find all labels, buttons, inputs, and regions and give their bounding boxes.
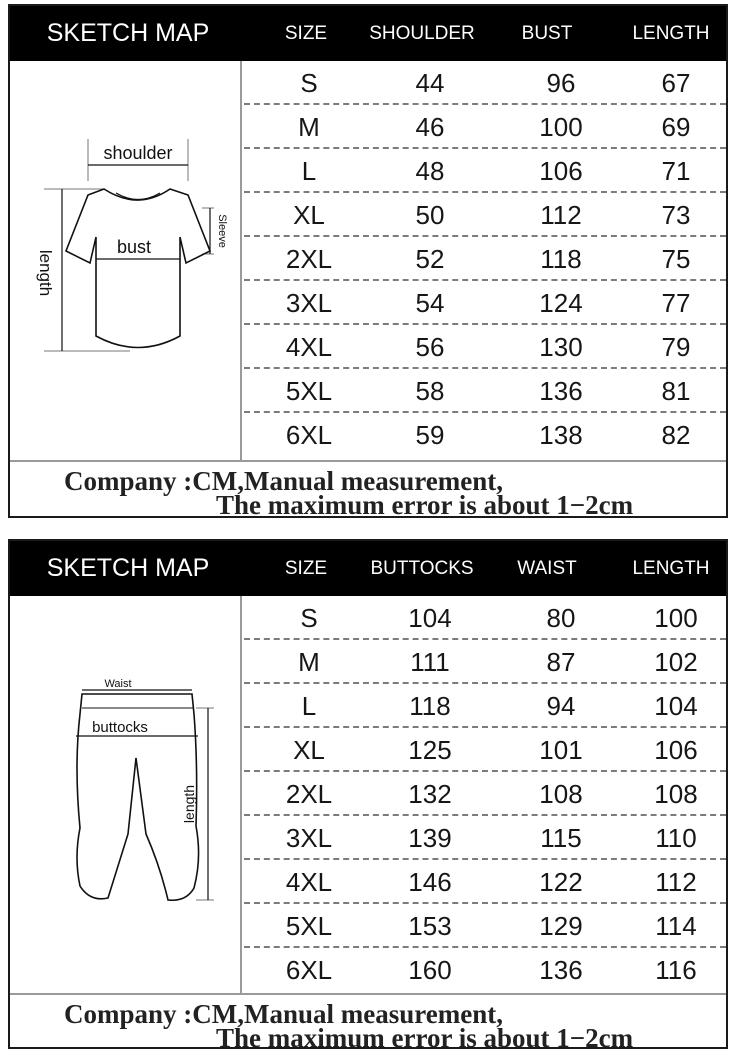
- size-cell: 5XL: [285, 376, 333, 406]
- buttocks-cell: 139: [408, 823, 452, 853]
- table-row: [244, 728, 726, 772]
- table-row: [244, 193, 726, 237]
- size-cell: 4XL: [285, 867, 333, 897]
- buttocks-cell: 125: [408, 735, 452, 765]
- column-header-size: SIZE: [284, 558, 328, 579]
- table-header: [10, 541, 726, 596]
- bust-cell: 112: [540, 200, 582, 230]
- shoulder-cell: 46: [415, 112, 445, 142]
- size-cell: 6XL: [285, 420, 333, 450]
- column-header-length: LENGTH: [632, 23, 710, 44]
- size-cell: 6XL: [285, 955, 333, 985]
- length-label: length: [36, 249, 55, 297]
- length-cell: 75: [661, 244, 691, 274]
- table-row: [244, 860, 726, 904]
- bust-cell: 130: [539, 332, 583, 362]
- bust-cell: 118: [540, 244, 582, 274]
- shoulder-cell: 54: [415, 288, 445, 318]
- size-rows: [244, 61, 726, 457]
- bust-cell: 100: [539, 112, 583, 142]
- pants-diagram-icon: [10, 596, 240, 993]
- table-row: [244, 281, 726, 325]
- buttocks-cell: 104: [408, 603, 452, 633]
- length-cell: 110: [655, 823, 697, 853]
- table-row: [244, 105, 726, 149]
- table-row: [244, 904, 726, 948]
- table-header: [10, 6, 726, 61]
- pants-sketch: [10, 596, 242, 993]
- table-row: [244, 640, 726, 684]
- length-cell: 106: [654, 735, 698, 765]
- table-row: [244, 596, 726, 640]
- sleeve-label: Sleeve: [216, 214, 228, 248]
- measurement-note: [10, 460, 726, 518]
- length-cell: 77: [661, 288, 691, 318]
- shoulder-label: shoulder: [103, 143, 173, 163]
- size-cell: S: [300, 603, 318, 633]
- column-header-bust: BUST: [521, 23, 573, 44]
- sketch-map-heading: SKETCH MAP: [46, 19, 210, 47]
- bust-cell: 138: [539, 420, 583, 450]
- length-cell: 81: [661, 376, 691, 406]
- buttocks-cell: 146: [408, 867, 452, 897]
- buttocks-cell: 111: [410, 647, 450, 677]
- size-cell: 4XL: [285, 332, 333, 362]
- length-cell: 116: [655, 955, 697, 985]
- buttocks-cell: 132: [408, 779, 452, 809]
- size-cell: XL: [293, 735, 325, 765]
- size-cell: L: [301, 691, 317, 721]
- size-cell: M: [298, 112, 320, 142]
- waist-label: Waist: [104, 678, 132, 690]
- shoulder-cell: 58: [415, 376, 445, 406]
- size-rows: [244, 596, 726, 992]
- shoulder-cell: 59: [415, 420, 445, 450]
- table-row: [244, 369, 726, 413]
- bust-cell: 124: [539, 288, 583, 318]
- length-cell: 100: [654, 603, 698, 633]
- length-cell: 71: [661, 156, 691, 186]
- tshirt-size-chart: [8, 4, 728, 518]
- length-cell: 73: [661, 200, 691, 230]
- length-cell: 112: [655, 867, 697, 897]
- length-label: length: [181, 784, 197, 824]
- length-cell: 79: [661, 332, 691, 362]
- table-row: [244, 772, 726, 816]
- bust-cell: 106: [539, 156, 583, 186]
- table-row: [244, 816, 726, 860]
- sketch-map-heading: SKETCH MAP: [46, 554, 210, 582]
- column-header-length: LENGTH: [632, 558, 710, 579]
- column-header-waist: WAIST: [517, 558, 577, 579]
- length-cell: 67: [661, 68, 691, 98]
- shoulder-cell: 44: [415, 68, 445, 98]
- buttocks-cell: 153: [408, 911, 452, 941]
- waist-cell: 94: [546, 691, 576, 721]
- note-line-2: The maximum error is about 1−2cm: [216, 1023, 634, 1053]
- table-row: [244, 325, 726, 369]
- tshirt-sketch: [10, 61, 242, 460]
- table-row: [244, 948, 726, 992]
- shoulder-cell: 48: [415, 156, 445, 186]
- note-line-1: Company :CM,Manual measurement,: [64, 999, 503, 1029]
- length-cell: 104: [654, 691, 698, 721]
- table-row: [244, 684, 726, 728]
- size-cell: 2XL: [285, 244, 333, 274]
- length-cell: 82: [661, 420, 691, 450]
- shoulder-cell: 56: [415, 332, 445, 362]
- table-row: [244, 61, 726, 105]
- size-cell: L: [301, 156, 317, 186]
- pants-size-chart: [8, 539, 728, 1053]
- buttocks-cell: 160: [408, 955, 452, 985]
- size-cell: S: [300, 68, 318, 98]
- length-cell: 69: [661, 112, 691, 142]
- buttocks-label: buttocks: [92, 719, 148, 736]
- waist-cell: 122: [539, 867, 583, 897]
- measurement-note: [10, 993, 726, 1051]
- shoulder-cell: 52: [415, 244, 445, 274]
- length-cell: 102: [654, 647, 698, 677]
- waist-cell: 129: [539, 911, 583, 941]
- waist-cell: 136: [539, 955, 583, 985]
- shoulder-cell: 50: [415, 200, 445, 230]
- column-header-size: SIZE: [284, 23, 328, 44]
- length-cell: 114: [655, 911, 697, 941]
- waist-cell: 108: [539, 779, 583, 809]
- waist-cell: 87: [546, 647, 576, 677]
- bust-cell: 96: [546, 68, 576, 98]
- note-line-1: Company :CM,Manual measurement,: [64, 466, 503, 496]
- tshirt-diagram-icon: [10, 61, 240, 460]
- bust-label: bust: [116, 237, 152, 257]
- column-header-shoulder: SHOULDER: [369, 23, 475, 44]
- size-cell: M: [298, 647, 320, 677]
- size-cell: 3XL: [285, 288, 333, 318]
- waist-cell: 115: [540, 823, 582, 853]
- size-cell: XL: [293, 200, 325, 230]
- size-cell: 5XL: [285, 911, 333, 941]
- note-line-2: The maximum error is about 1−2cm: [216, 490, 634, 520]
- table-row: [244, 237, 726, 281]
- bust-cell: 136: [539, 376, 583, 406]
- size-cell: 3XL: [285, 823, 333, 853]
- table-row: [244, 413, 726, 457]
- waist-cell: 101: [539, 735, 583, 765]
- column-header-buttocks: BUTTOCKS: [370, 558, 474, 579]
- waist-cell: 80: [546, 603, 576, 633]
- buttocks-cell: 118: [409, 691, 451, 721]
- length-cell: 108: [654, 779, 698, 809]
- table-row: [244, 149, 726, 193]
- size-cell: 2XL: [285, 779, 333, 809]
